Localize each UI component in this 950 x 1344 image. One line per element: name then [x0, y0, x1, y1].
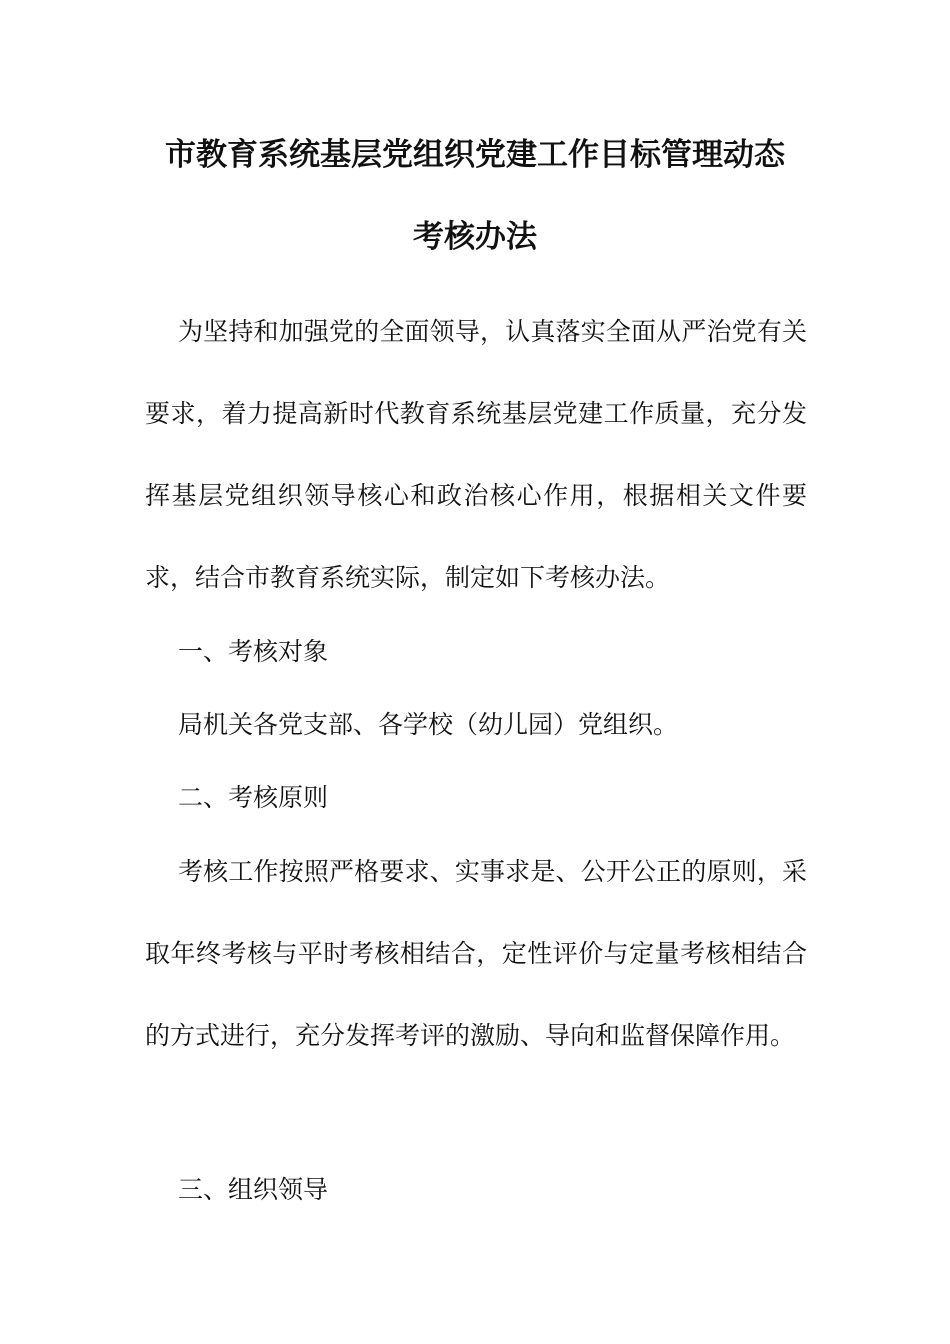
section-2-heading: 二、考核原则: [178, 783, 329, 812]
document-title-line-2: 考核办法: [413, 219, 537, 255]
section-2-body: 考核工作按照严格要求、实事求是、公开公正的原则，采取年终考核与平时考核相结合，定性评价与定量考核相结合的方式进行，充分发挥考评的激励、导向和监督保障作用。: [145, 857, 807, 1050]
document-title-line-1: 市教育系统基层党组织党建工作目标管理动态: [165, 137, 785, 173]
intro-paragraph: 为坚持和加强党的全面领导，认真落实全面从严治党有关要求，着力提高新时代教育系统基层党建工作质量，充分发挥基层党组织领导核心和政治核心作用，根据相关文件要求，结合市教育系统实际，制定如下考核办法。: [145, 317, 807, 592]
section-1-heading: 一、考核对象: [178, 637, 329, 666]
section-3-heading: 三、组织领导: [178, 1175, 329, 1204]
section-1-body: 局机关各党支部、各学校（幼儿园）党组织。: [178, 710, 679, 739]
